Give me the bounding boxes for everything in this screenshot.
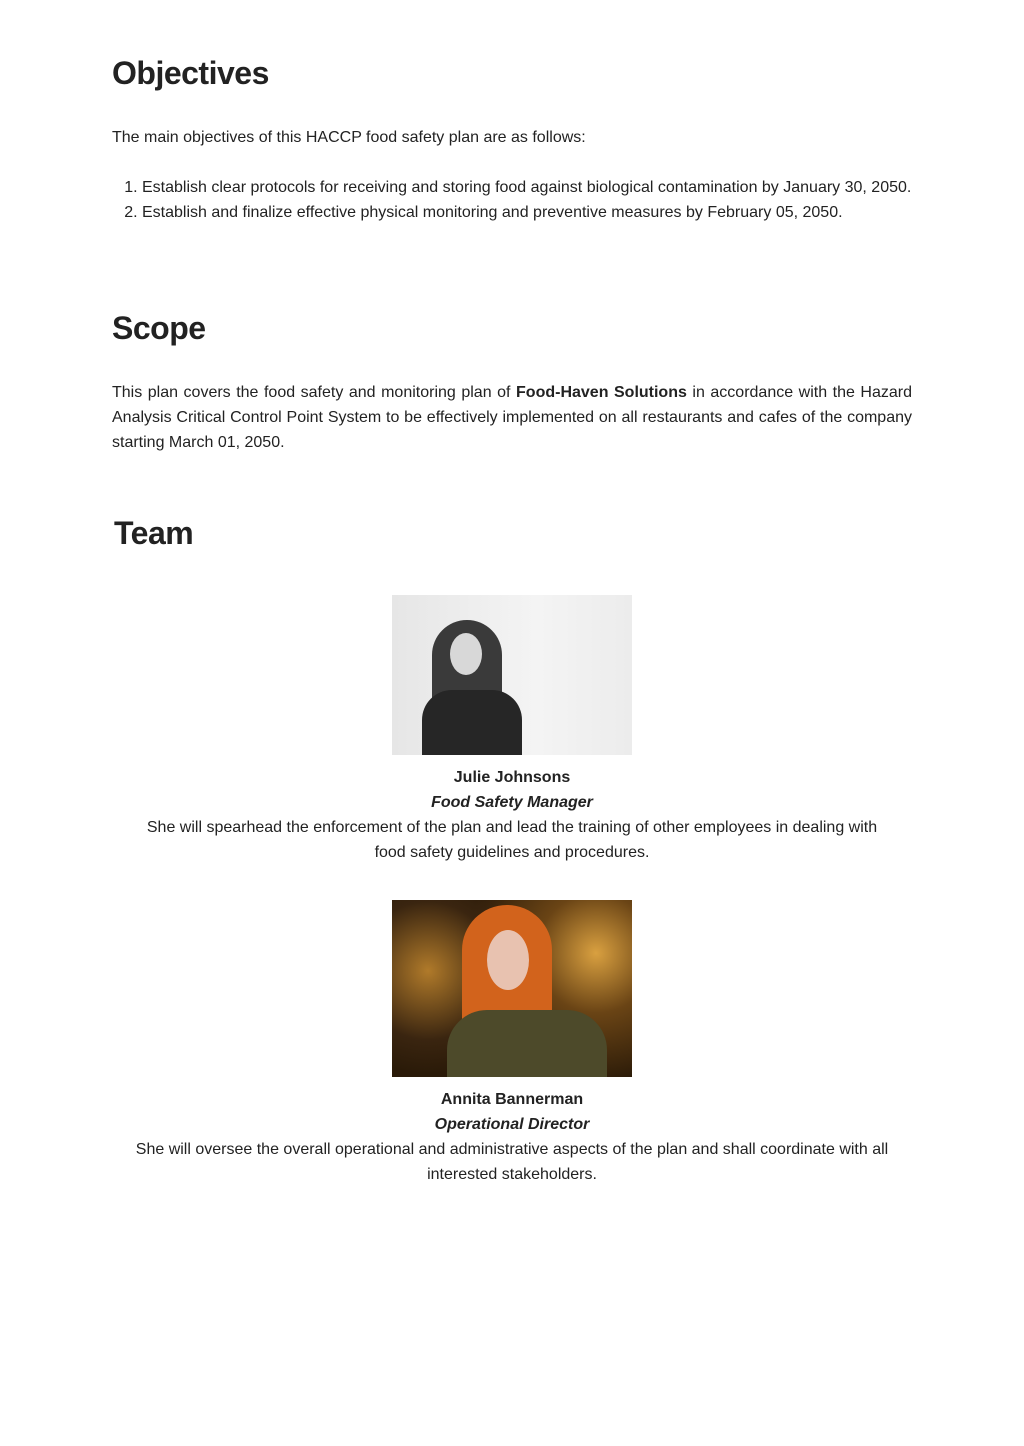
scope-text-after: in accordance with the Hazard Analysis Critical Control Point System to be effectively implemented on all restaurants and cafes of the company starting March 01, 2050. (112, 384, 913, 451)
member-photo (392, 900, 632, 1077)
member-role: Food Safety Manager (431, 794, 593, 811)
member-description: She will oversee the overall operational and administrative aspects of the plan and shall coordinate with all interested stakeholders. (135, 1141, 889, 1183)
objectives-intro: The main objectives of this HACCP food safety plan are as follows: (112, 129, 586, 146)
company-name: Food-Haven Solutions (516, 384, 687, 401)
member-name: Annita Bannerman (440, 1091, 584, 1108)
scope-heading: Scope (112, 310, 206, 346)
team-heading: Team (114, 515, 194, 551)
member-photo (392, 595, 632, 755)
objective-item: 2. Establish and finalize effective physical monitoring and preventive measures by February 05, 2050. (142, 200, 912, 225)
team-member-card (112, 595, 912, 865)
scope-paragraph (112, 380, 912, 455)
scope-text-before: This plan covers the food safety and monitoring plan of (112, 384, 517, 401)
team-member-card (112, 900, 912, 1187)
objectives-heading: Objectives (112, 55, 269, 91)
member-role: Operational Director (434, 1116, 590, 1133)
objectives-list (112, 175, 912, 225)
objective-item: 1. Establish clear protocols for receiving and storing food against biological contamination by January 30, 2050. (142, 175, 912, 200)
member-name: Julie Johnsons (453, 769, 571, 786)
member-description: She will spearhead the enforcement of the plan and lead the training of other employees in dealing with food safety guidelines and procedures. (146, 819, 878, 861)
